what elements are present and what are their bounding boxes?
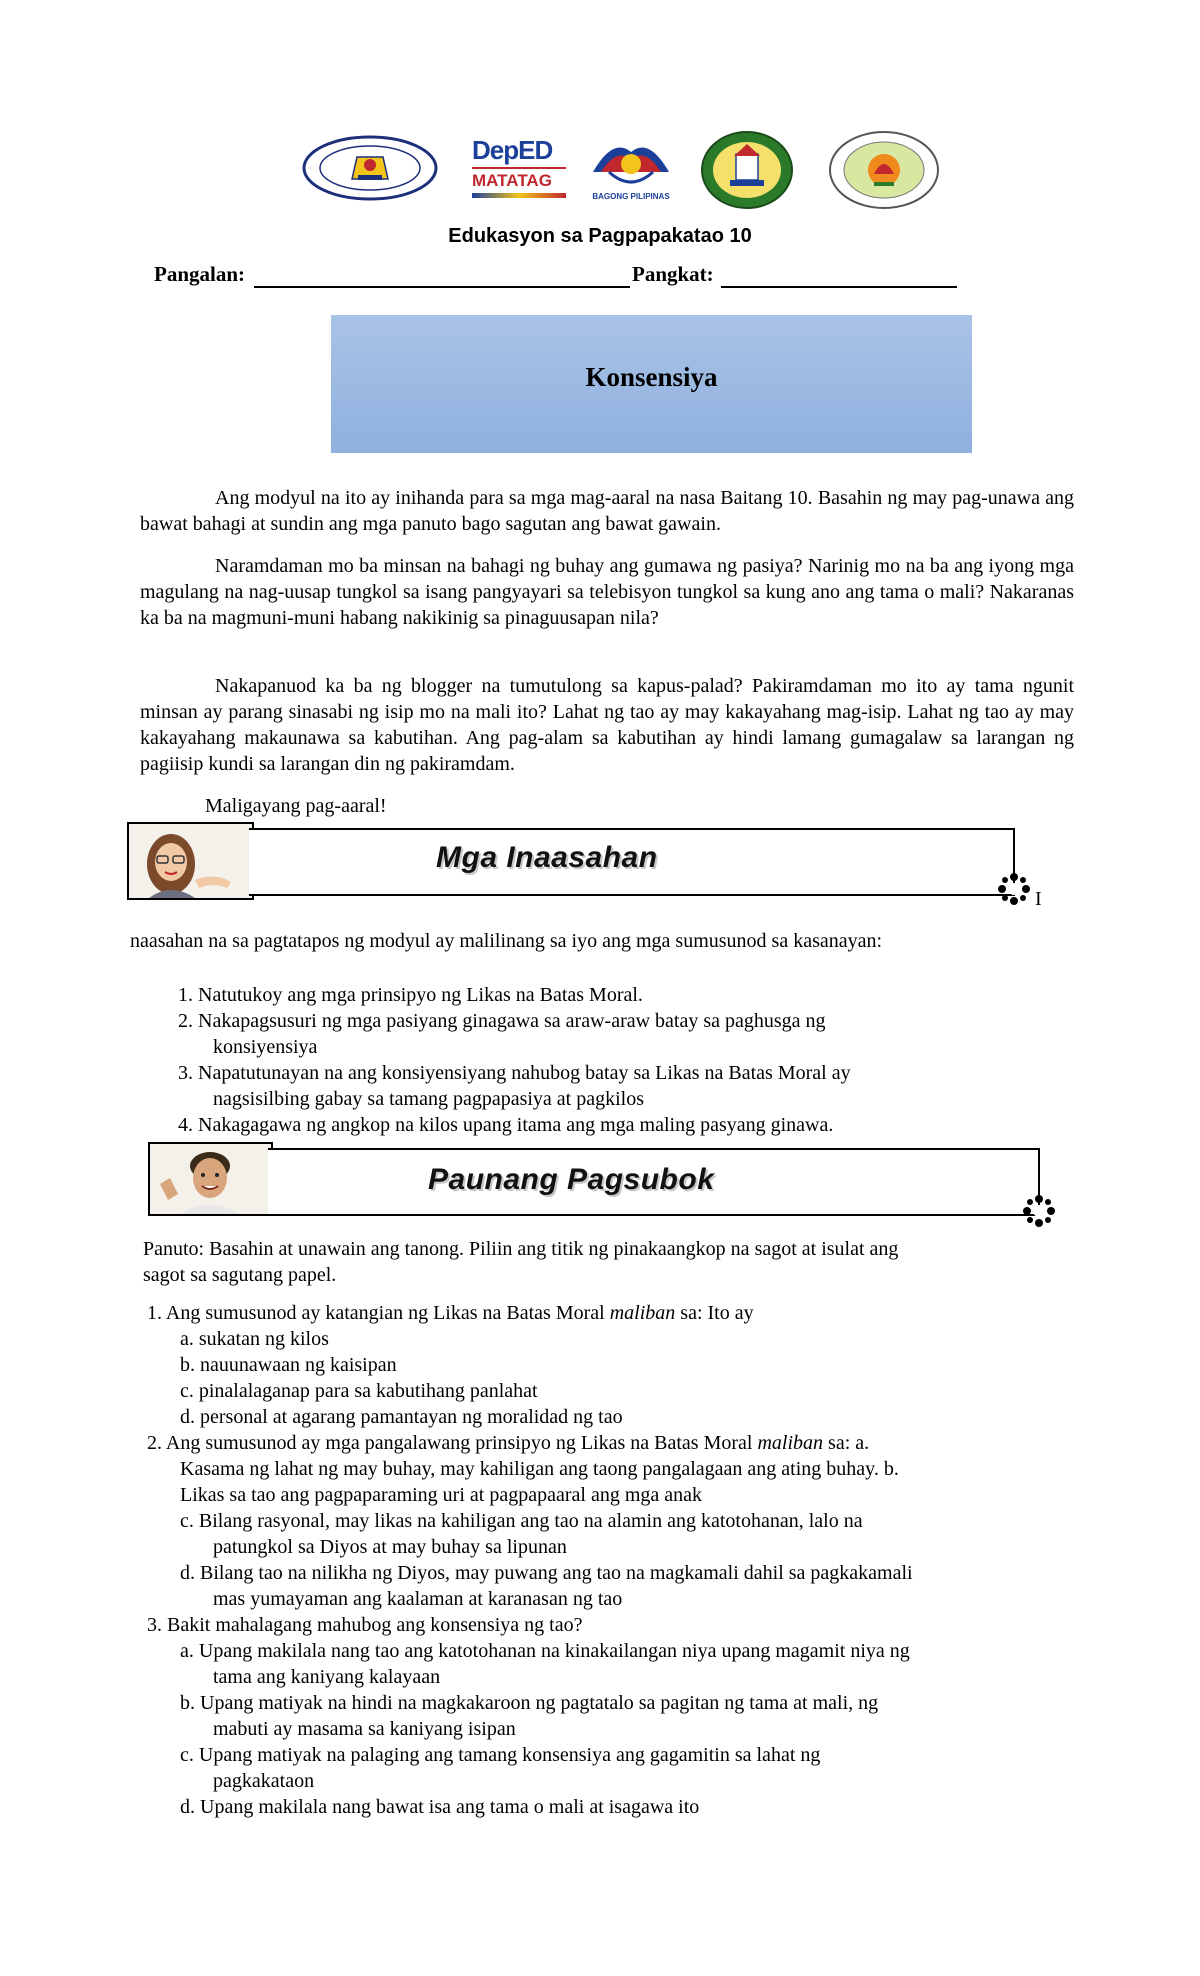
choice-option: a. sukatan ng kilos bbox=[180, 1328, 329, 1350]
name-label: Pangalan: bbox=[154, 262, 246, 286]
list-number: 1. bbox=[178, 984, 193, 1006]
name-blank[interactable] bbox=[254, 286, 630, 288]
school-seal-text bbox=[828, 130, 840, 131]
list-item bbox=[178, 1112, 833, 1138]
list-item-continuation: nagsisilbing gabay sa tamang pagpapasiya at pagkilos bbox=[213, 1088, 645, 1110]
name-row bbox=[154, 262, 974, 292]
question-text: 1. Ang sumusunod ay katangian ng Likas na Batas Moral bbox=[147, 1302, 610, 1324]
division-seal-logo bbox=[700, 130, 794, 210]
matatag-wordmark: MATATAG bbox=[472, 171, 552, 190]
choice-option: c. Upang matiyak na palaging ang tamang konsensiya ang gagamitin sa lahat ng bbox=[180, 1744, 821, 1766]
group-label: Pangkat: bbox=[632, 262, 714, 286]
corner-ornament-icon bbox=[1022, 1194, 1056, 1228]
choice-option: c. Bilang rasyonal, may likas na kahiligan ang tao na alamin ang katotohanan, lalo na bbox=[180, 1510, 863, 1532]
list-item-continuation: konsiyensiya bbox=[213, 1036, 318, 1058]
list-text: Natutukoy ang mga prinsipyo ng Likas na Batas Moral. bbox=[198, 984, 643, 1006]
group-blank[interactable] bbox=[721, 286, 957, 288]
question-1-stem bbox=[147, 1300, 754, 1326]
choice-option: a. Upang makilala nang tao ang katotohanan na kinakailangan niya upang magamit niya ng bbox=[180, 1640, 910, 1662]
question-2-stem bbox=[147, 1430, 869, 1456]
choice-continuation: mas yumayaman ang kaalaman at karanasan ng tao bbox=[213, 1588, 623, 1610]
list-number: 3. bbox=[178, 1062, 193, 1084]
list-text: Napatutunayan na ang konsiyensiyang nahubog batay sa Likas na Batas Moral ay bbox=[198, 1062, 851, 1084]
question-text: 2. Ang sumusunod ay mga pangalawang prinsipyo ng Likas na Batas Moral bbox=[147, 1432, 758, 1454]
choice-continuation: pagkakataon bbox=[213, 1770, 315, 1792]
module-title: Konsensiya bbox=[585, 362, 718, 392]
choice-option: b. nauunawaan ng kaisipan bbox=[180, 1354, 397, 1376]
question-2-line-3: Likas sa tao ang pagpaparaming uri at pagpapaaral ang mga anak bbox=[180, 1484, 703, 1506]
instructions-line-2: sagot sa sagutang papel. bbox=[143, 1264, 337, 1286]
emphasis: maliban bbox=[757, 1432, 824, 1454]
bagong-pilipinas-text: BAGONG PILIPINAS bbox=[592, 192, 670, 201]
banner-paunang-pagsubok-title: Paunang Pagsubok bbox=[428, 1163, 715, 1196]
choice-option: c. pinalalaganap para sa kabutihang panlahat bbox=[180, 1380, 538, 1402]
choice-continuation: mabuti ay masama sa kaniyang isipan bbox=[213, 1718, 516, 1740]
question-text: sa: Ito ay bbox=[675, 1302, 754, 1324]
division-seal-text bbox=[700, 130, 715, 131]
title-box bbox=[331, 315, 972, 453]
choice-option: d. personal at agarang pamantayan ng moralidad ng tao bbox=[180, 1406, 623, 1428]
deped-seal-text bbox=[302, 135, 317, 136]
list-text: Nakagagawa ng angkop na kilos upang itama ang mga maling pasyang ginawa. bbox=[198, 1114, 834, 1136]
instructions-line-1: Panuto: Basahin at unawain ang tanong. Piliin ang titik ng pinakaangkop na sagot at isulat ang bbox=[143, 1238, 899, 1260]
intro-paragraph-2: Naramdaman mo ba minsan na bahagi ng buhay ang gumawa ng pasiya? Narinig mo na ba ang iyong mga magulang na nag-uusap tungkol sa isang pangyayari sa telebisyon tungkol sa kung ano ang tama o mali? Nakaranas ka ba na magmuni-muni habang nakikinig sa pinaguusapan nila? bbox=[140, 555, 1074, 629]
choice-continuation: tama ang kaniyang kalayaan bbox=[213, 1666, 441, 1688]
question-text: sa: a. bbox=[823, 1432, 870, 1454]
list-item bbox=[178, 1060, 851, 1086]
intro-paragraph-1: Ang modyul na ito ay inihanda para sa mga mag-aaral na nasa Baitang 10. Basahin ng may pag-unawa ang bawat bahagi at sundin ang mga panuto bago sagutan ang bawat gawain. bbox=[140, 487, 1074, 535]
expectations-intro: naasahan na sa pagtatapos ng modyul ay malilinang sa iyo ang mga sumusunod sa kasanayan: bbox=[130, 930, 883, 952]
choice-option: b. Upang matiyak na hindi na magkakaroon ng pagtatalo sa pagitan ng tama at mali, ng bbox=[180, 1692, 879, 1714]
deped-matatag-logo bbox=[470, 135, 570, 201]
student-avatar bbox=[148, 1142, 273, 1216]
bagong-pilipinas-logo bbox=[583, 132, 679, 206]
intro-paragraph-3: Nakapanuod ka ba ng blogger na tumutulong sa kapus-palad? Pakiramdaman mo ito ay tama ngunit minsan ay parang sinasabi ng isip mo na mali ito? Lahat ng tao ay may kakayahang mag-isip. Lahat ng tao ay may kakayahang makaunawa sa kabutihan. Ang pag-alam sa kabutihan ay hindi lamang gumagalaw sa larangan ng pagiisip kundi sa larangan din ng pakiramdam. bbox=[140, 675, 1074, 775]
stray-letter: I bbox=[1035, 888, 1042, 910]
subject-title: Edukasyon sa Pagpapakatao 10 bbox=[448, 225, 752, 247]
teacher-avatar-1 bbox=[127, 822, 254, 900]
corner-ornament-icon bbox=[997, 872, 1031, 906]
question-2-line-2: Kasama ng lahat ng may buhay, may kahiligan ang taong pangalagaan ang ating buhay. b. bbox=[180, 1458, 899, 1480]
greeting: Maligayang pag-aaral! bbox=[205, 795, 387, 817]
choice-option: d. Bilang tao na nilikha ng Diyos, may puwang ang tao na magkamali dahil sa pagkakamali bbox=[180, 1562, 913, 1584]
question-3-stem: 3. Bakit mahalagang mahubog ang konsensiya ng tao? bbox=[147, 1614, 583, 1636]
list-number: 2. bbox=[178, 1010, 193, 1032]
list-item bbox=[178, 982, 643, 1008]
emphasis: maliban bbox=[609, 1302, 676, 1324]
list-text: Nakapagsusuri ng mga pasiyang ginagawa sa araw-araw batay sa paghusga ng bbox=[198, 1010, 826, 1032]
list-number: 4. bbox=[178, 1114, 193, 1136]
banner-inaasahan-title: Mga Inaasahan bbox=[436, 841, 658, 874]
choice-option: d. Upang makilala nang bawat isa ang tama o mali at isagawa ito bbox=[180, 1796, 700, 1818]
list-item bbox=[178, 1008, 826, 1034]
deped-wordmark: DepED bbox=[472, 135, 553, 165]
choice-continuation: patungkol sa Diyos at may buhay sa lipunan bbox=[213, 1536, 567, 1558]
deped-seal-logo bbox=[302, 135, 438, 201]
school-seal-logo bbox=[828, 130, 940, 210]
